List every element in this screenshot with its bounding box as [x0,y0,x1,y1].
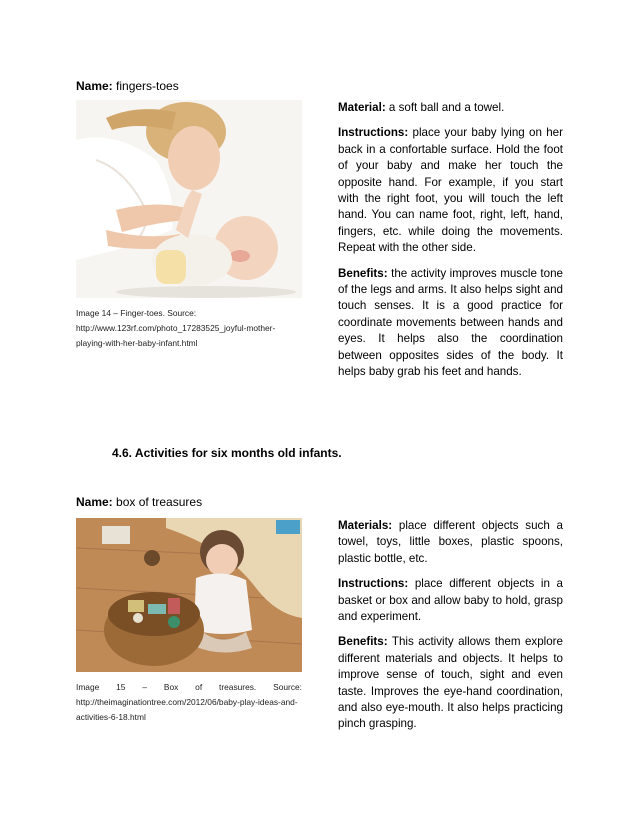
instructions-label: Instructions: [338,126,409,140]
image-caption: Image 15 – Box of treasures. Source: http://theimaginationtree.com/2012/06/baby-play-ideas-and-activities-6-18.html [76,682,302,722]
benefits-label: Benefits: [338,266,388,280]
name-value: box of treasures [116,495,203,509]
treasure-basket-illustration [76,518,302,672]
instructions-label: Instructions: [338,577,409,591]
materials-text: place different objects such a towel, toys, little boxes, plastic spoons, plastic bottle, etc. [338,519,563,565]
instructions-text: place your baby lying on her back in a confortable surface. Hold the foot of your baby and make her touch the opposite hand. For example, if you start with the right foot, you will touch the left hand. You can name foot, right, left, hand, fingers, etc. while doing the movements. Repeat with the other side. [338,126,563,255]
mother-baby-photo [76,100,302,298]
image-caption: Image 14 – Finger-toes. Source: http://www.123rf.com/photo_17283525_joyful-mother-playing-with-her-baby-infant.html [76,308,276,348]
benefits-paragraph [338,266,563,381]
instructions-paragraph [338,576,563,625]
activity-name [76,494,202,510]
name-value: fingers-toes [116,79,179,93]
name-label: Name: [76,79,113,93]
activity-details [338,518,563,742]
materials-label: Materials: [338,519,393,532]
materials-paragraph [338,518,563,567]
benefits-paragraph [338,634,563,732]
treasure-basket-photo [76,518,302,672]
activity-name [76,78,179,94]
name-label: Name: [76,495,113,509]
instructions-paragraph [338,125,563,256]
benefits-label: Benefits: [338,635,388,649]
material-paragraph [338,100,563,116]
section-heading: 4.6. Activities for six months old infants. [112,446,342,460]
benefits-text: This activity allows them explore different materials and objects. It helps to improve sense of touch, sight and even taste. Improves the eye-hand coordination, and also eye-mouth. It also helps practicing pinch grasping. [338,635,563,731]
benefits-text: the activity improves muscle tone of the legs and arms. It also helps sight and touch senses. It is a good practice for coordinate movements between hands and eyes. It helps also the coordination between opposites sides of the body. It helps baby grab his feet and hands. [338,266,563,379]
instructions-text: place different objects in a basket or box and allow baby to hold, grasp and experiment. [338,577,563,624]
material-text: a soft ball and a towel. [388,101,505,114]
mother-baby-illustration [76,100,302,298]
material-label: Material: [338,101,386,114]
activity-details [338,100,563,390]
